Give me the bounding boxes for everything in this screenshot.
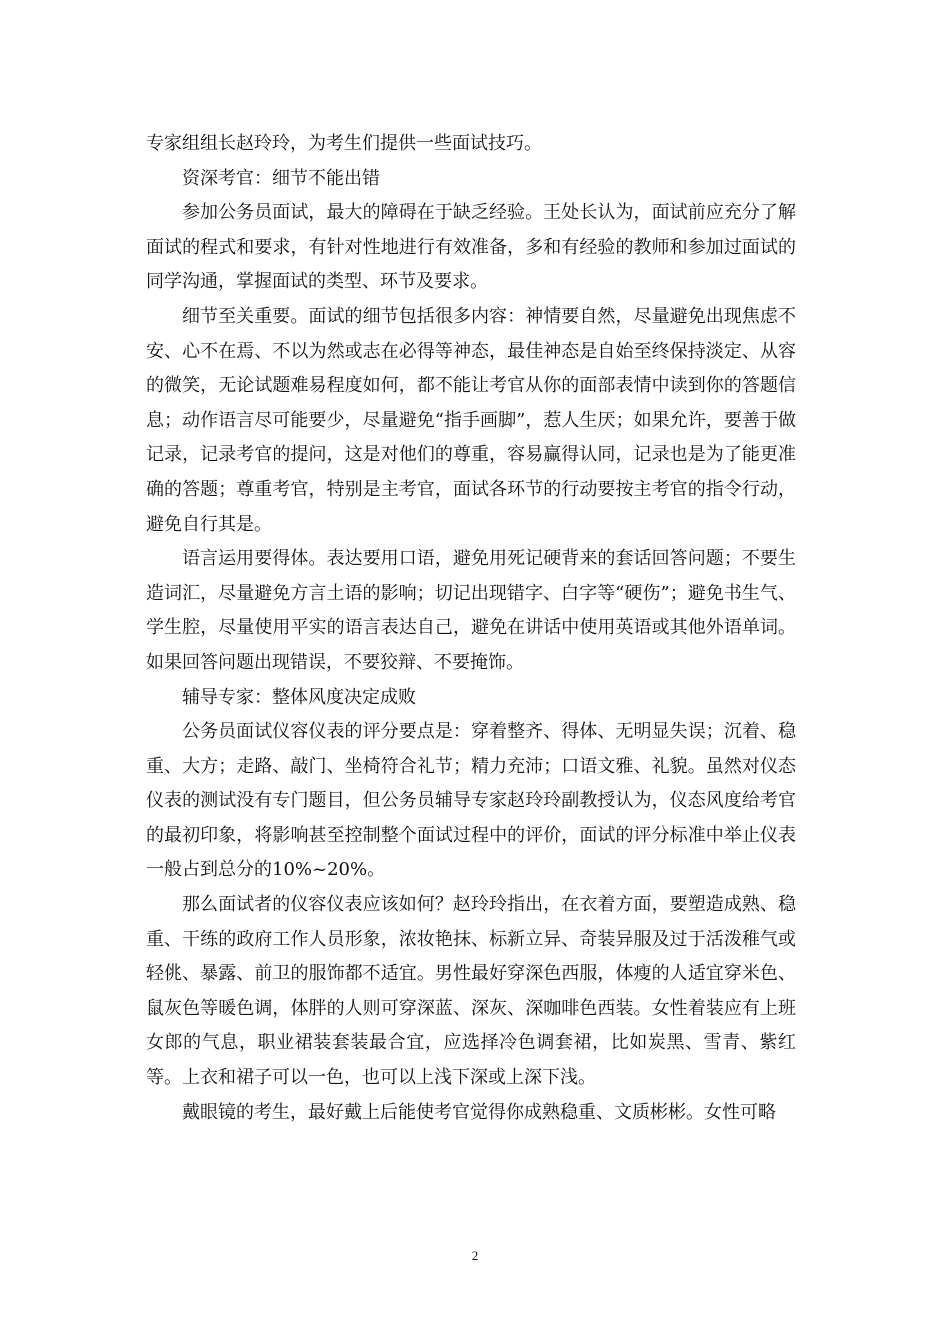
document-body <box>146 127 796 1130</box>
paragraph: 公务员面试仪容仪表的评分要点是：穿着整齐、得体、无明显失误；沉着、稳重、大方；走路、敲门、坐椅符合礼节；精力充沛；口语文雅、礼貌。虽然对仪态仪表的测试没有专门题目，但公务员辅导专家赵玲玲副教授认为，仪态风度给考官的最初印象，将影响甚至控制整个面试过程中的评价，面试的评分标准中举止仪表一般占到总分的10%~20%。 <box>146 721 796 881</box>
section-heading-examiner: 资深考官：细节不能出错 <box>182 167 380 189</box>
paragraph: 参加公务员面试，最大的障碍在于缺乏经验。王处长认为，面试前应充分了解面试的程式和要求，有针对性地进行有效准备，多和有经验的教师和参加过面试的同学沟通，掌握面试的类型、环节及要求。 <box>146 202 796 293</box>
paragraph: 戴眼镜的考生，最好戴上后能使考官觉得你成熟稳重、文质彬彬。女性可略 <box>182 1101 776 1123</box>
paragraph: 语言运用要得体。表达要用口语，避免用死记硬背来的套话回答问题；不要生造词汇，尽量避免方言土语的影响；切记出现错字、白字等“硬伤”；避免书生气、学生腔，尽量使用平实的语言表达自己，避免在讲话中使用英语或其他外语单词。如果回答问题出现错误，不要狡辩、不要掩饰。 <box>146 548 796 673</box>
page-number: 2 <box>471 1248 479 1263</box>
paragraph-intro: 专家组组长赵玲玲，为考生们提供一些面试技巧。 <box>146 133 542 154</box>
paragraph: 那么面试者的仪容仪表应该如何？赵玲玲指出，在衣着方面，要塑造成熟、稳重、干练的政府工作人员形象，浓妆艳抹、标新立异、奇装异服及过于活泼稚气或轻佻、暴露、前卫的服饰都不适宜。男性最好穿深色西服，体瘦的人适宜穿米色、鼠灰色等暖色调，体胖的人则可穿深蓝、深灰、深咖啡色西装。女性着装应有上班女郎的气息，职业裙装套装最合宜，应选择冷色调套裙，比如炭黑、雪青、紫红等。上衣和裙子可以一色，也可以上浅下深或上深下浅。 <box>146 894 796 1089</box>
paragraph: 细节至关重要。面试的细节包括很多内容：神情要自然，尽量避免出现焦虑不安、心不在焉、不以为然或志在必得等神态，最佳神态是自始至终保持淡定、从容的微笑，无论试题难易程度如何，都不能让考官从你的面部表情中读到你的答题信息；动作语言尽可能要少，尽量避免“指手画脚”，惹人生厌；如果允许，要善于做记录，记录考官的提问，这是对他们的尊重，容易赢得认同，记录也是为了能更准确的答题；尊重考官，特别是主考官，面试各环节的行动要按主考官的指令行动，避免自行其是。 <box>146 305 796 535</box>
section-heading-expert: 辅导专家：整体风度决定成败 <box>182 686 416 708</box>
